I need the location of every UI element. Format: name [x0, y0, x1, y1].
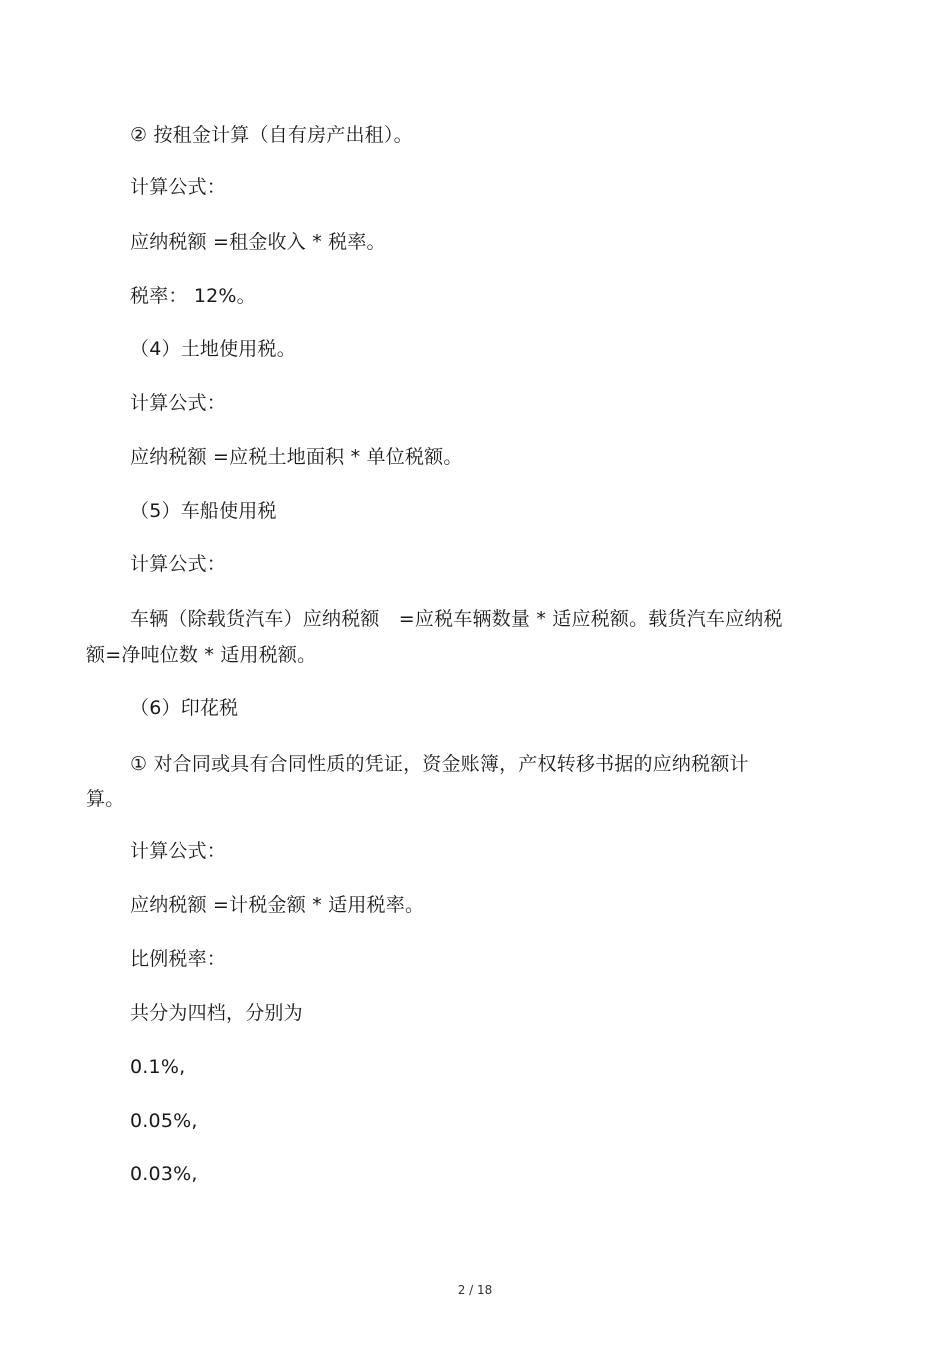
- text-line-rate: 税率： 12%。: [130, 285, 256, 307]
- text-line-four-levels: 共分为四档，分别为: [130, 1002, 303, 1024]
- text-line-rate-level: 0.1%,: [130, 1056, 186, 1078]
- text-line-vehicle-formula: 车辆（除载货汽车）应纳税额 =应税车辆数量 * 适应税额。载货汽车应纳税: [130, 608, 783, 630]
- text-line-formula-heading: 计算公式：: [130, 176, 227, 198]
- text-line-section-5: （5）车船使用税: [130, 500, 277, 522]
- text-line-section-4: （4）土地使用税。: [130, 338, 296, 360]
- text-line-section-6: （6）印花税: [130, 697, 239, 719]
- text-line-rent-method: ② 按租金计算（自有房产出租）。: [130, 124, 413, 146]
- text-line-formula-heading: 计算公式：: [130, 392, 227, 414]
- text-line-stamp-contract-cont: 算。: [86, 788, 125, 810]
- text-line-stamp-contract: ① 对合同或具有合同性质的凭证，资金账簿，产权转移书据的应纳税额计: [130, 753, 749, 775]
- page-number: 2 / 18: [457, 1283, 493, 1297]
- text-line-rent-formula: 应纳税额 =租金收入 * 税率。: [130, 231, 386, 253]
- text-line-rate-level: 0.03%,: [130, 1163, 198, 1185]
- text-line-formula-heading: 计算公式：: [130, 553, 227, 575]
- text-line-stamp-formula: 应纳税额 =计税金额 * 适用税率。: [130, 894, 425, 916]
- text-line-land-formula: 应纳税额 =应税土地面积 * 单位税额。: [130, 446, 463, 468]
- text-line-rate-level: 0.05%,: [130, 1110, 198, 1132]
- text-line-vehicle-formula-cont: 额=净吨位数 * 适用税额。: [86, 644, 317, 666]
- text-line-formula-heading: 计算公式：: [130, 840, 227, 862]
- text-line-proportional-rate: 比例税率：: [130, 948, 227, 970]
